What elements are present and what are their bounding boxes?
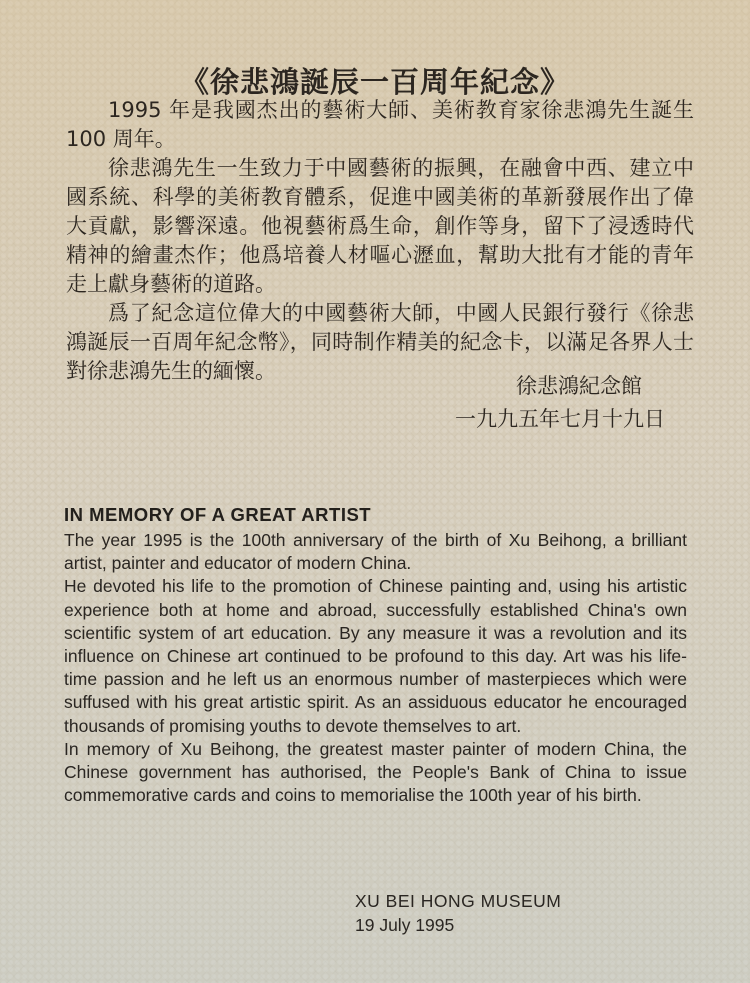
chinese-paragraph-2: 徐悲鴻先生一生致力于中國藝術的振興，在融會中西、建立中國系統、科學的美術教育體系，促進中國美術的革新發展作出了偉大貢獻，影響深遠。他視藝術爲生命，創作等身，留下了浸透時代精神的繪畫杰作；他爲培養人材嘔心瀝血，幫助大批有才能的青年走上獻身藝術的道路。 — [66, 156, 694, 296]
english-date: 19 July 1995 — [355, 915, 455, 935]
chinese-signature: 徐悲鴻紀念館 — [516, 374, 642, 398]
english-paragraph-1: The year 1995 is the 100th anniversary of the birth of Xu Beihong, a brilliant artist, painter and educator of modern China. — [64, 530, 687, 574]
chinese-date: 一九九五年七月十九日 — [455, 407, 665, 431]
chinese-title: 《徐悲鴻誕辰一百周年紀念》 — [179, 65, 570, 99]
chinese-paragraph-3: 爲了紀念這位偉大的中國藝術大師，中國人民銀行發行《徐悲鴻誕辰一百周年紀念幣》，同時制作精美的紀念卡，以滿足各界人士對徐悲鴻先生的緬懷。 — [66, 301, 694, 383]
english-signature: XU BEI HONG MUSEUM — [355, 891, 562, 911]
english-paragraph-2: He devoted his life to the promotion of Chinese painting and, using his artistic experience both at home and abroad, successfully established China's own scientific system of art education. By any measure it was a revolution and its influence on Chinese art continued to be profound to this day. Art was his life-time passion and he left us an enormous number of masterpieces which were suffused with his great artistic spirit. As an assiduous educator he encouraged thousands of promising youths to devote themselves to art. — [64, 576, 687, 736]
chinese-paragraph-1: 1995 年是我國杰出的藝術大師、美術教育家徐悲鴻先生誕生 100 周年。 — [66, 98, 694, 151]
chinese-body — [66, 96, 694, 386]
english-title: IN MEMORY OF A GREAT ARTIST — [64, 504, 372, 525]
english-body — [64, 529, 687, 807]
english-paragraph-3: In memory of Xu Beihong, the greatest master painter of modern China, the Chinese government has authorised, the People's Bank of China to issue commemorative cards and coins to memorialise the 100th year of his birth. — [64, 738, 687, 806]
